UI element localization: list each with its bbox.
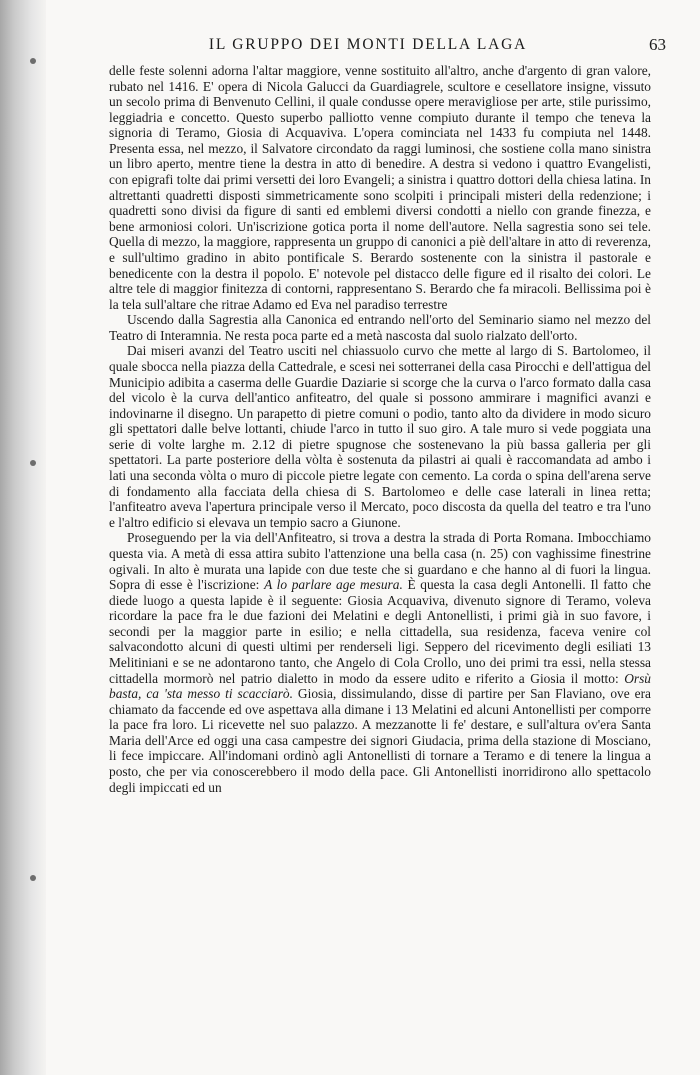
paragraph: Dai miseri avanzi del Teatro usciti nel chiassuolo curvo che mette al largo di S. Bartolomeo, il quale sbocca nella piazza della Cattedrale, e scesi nei sotterranei della casa Pirocchi e dell'attigua del Municipio adibita a caserma delle Guardie Daziarie si scorge che la curva o l'arco formato dalla casa del vicolo è la curva dell'antico anfiteatro, del quale si possono ammirare i magnifici avanzi e indovinarne il disegno. Un parapetto di pietre comuni o podio, tanto alto da dividere in modo sicuro gli spettatori dalle belve lottanti, chiude l'arco in tutto il suo giro. A tale muro si vede poggiata una serie di volte larghe m. 2.12 di pietre spugnose che sostenevano la più bassa galleria per gli spettatori. La parte posteriore della vòlta è sostenuta da pilastri ai quali è raccomandata ad ambo i lati una seconda vòlta o muro di piccole pietre legate con cemento. La corda o spina dell'arena serve di fondamento alla facciata della chiesa di S. Bartolomeo e delle case laterali in linea retta; l'anfiteatro aveva l'apertura principale verso il Mercato, poco discosta da quella del teatro e tra l'uno e l'altro edificio si elevava un tempio sacro a Giunone. — [109, 343, 651, 530]
body-text — [109, 63, 651, 795]
text-run: Proseguendo per la via dell'Anfiteatro, si trova a destra la strada di Porta Romana. Imbocchiamo questa via. A metà di essa attira subito l'attenzione una bella casa (n. 25) con vaghissime finestrine ogivali. In alto è murata una lapide con due teste che si guardano e che hanno al di fuori la lingua. Sopra di esse è l'iscrizione: — [109, 530, 651, 593]
binding-hole — [30, 58, 36, 64]
page-binding-edge — [0, 0, 46, 1075]
binding-hole — [30, 460, 36, 466]
page-header — [108, 36, 668, 58]
dialect-quote: Orsù basta, ca 'sta messo ti scacciarò. — [109, 670, 651, 702]
text-run: Giosia, dissimulando, disse di partire per San Flaviano, ove era chiamato da faccende ed ove aspettava alla dimane i 13 Melatini ed alcuni Antonellisti per comporre la pace fra loro. Li ricevette nel suo palazzo. A mezzanotte li fe' destare, e sull'altura ov'era Santa Maria dell'Arce ed oggi una casa campestre dei signori Giudacia, prima della stazione di Mosciano, li fece impiccare. All'indomani ordinò agli Antonellisti di tornare a Teramo e di tenere la lingua a posto, che per via conoscerebbero il modo della pace. Gli Antonellisti inorridirono allo spettacolo degli impiccati ed un — [109, 686, 651, 795]
paragraph: delle feste solenni adorna l'altar maggiore, venne sostituito all'altro, anche d'argento di gran valore, rubato nel 1416. E' opera di Nicola Galucci da Guardiagrele, scultore e cesellatore insigne, vissuto un secolo prima di Benvenuto Cellini, il quale condusse opere meravigliose per arte, stile purissimo, leggiadria e concetto. Questo superbo palliotto venne compiuto durante il tempo che teneva la signoria di Teramo, Giosia di Acquaviva. L'opera cominciata nel 1433 fu compiuta nel 1448. Presenta essa, nel mezzo, il Salvatore circondato da raggi luminosi, che sostiene colla mano sinistra un libro aperto, mentre tiene la destra in atto di benedire. A destra si vedono i quattro Evangelisti, con epigrafi tolte dai primi versetti dei loro Evangeli; a sinistra i quattro dottori della chiesa latina. In altrettanti quadretti disposti simmetricamente sono scolpiti i principali misteri della redenzione; i quadretti sono divisi da figure di santi ed emblemi diversi condotti a niello con grande finezza, e bene armoniosi colori. Un'iscrizione gotica porta il nome dell'autore. Nella sagrestia sono sei tele. Quella di mezzo, la maggiore, rappresenta un gruppo di canonici a piè dell'altare in atto di reverenza, e sull'ultimo gradino in abito pontificale S. Berardo sostenente con la sinistra il pastorale e benedicente con la destra il popolo. E' notevole pel distacco delle figure ed il risalto dei colori. Le altre tele di maggior finitezza di contorni, rappresentano S. Berardo che fa miracoli. Bellissima poi è la tela sull'altare che ritrae Adamo ed Eva nel paradiso terrestre — [109, 63, 651, 312]
text-run: È questa la casa degli Antonelli. Il fatto che diede luogo a questa lapide è il seguente: Giosia Acquaviva, divenuto signore di Teramo, voleva ricordare la pace fra le due fazioni dei Melatini e degli Antonellisti, i primi già in suo favore, i secondi per la maggior parte in esilio; e nella cittadella, sua residenza, faceva venire col salvacondotto alcuni di questi ultimi per renderseli ligi. Seppero del ricevimento degli esiliati 13 Melitiniani e se ne adontarono tanto, che Angelo di Cola Crollo, uno dei primi tra essi, nella stessa cittadella mormorò nel patrio dialetto in modo da essere udito e riferito a Giosia il motto: — [109, 577, 651, 686]
running-title: IL GRUPPO DEI MONTI DELLA LAGA — [208, 36, 528, 53]
paragraph — [109, 530, 651, 795]
inscription-motto: A lo parlare age mesura. — [264, 577, 403, 593]
paragraph: Uscendo dalla Sagrestia alla Canonica ed entrando nell'orto del Seminario siamo nel mezzo del Teatro di Interamnia. Ne resta poca parte ed a metà nascosta dal suolo rialzato dell'orto. — [109, 312, 651, 343]
page-number: 63 — [649, 35, 666, 54]
binding-hole — [30, 875, 36, 881]
